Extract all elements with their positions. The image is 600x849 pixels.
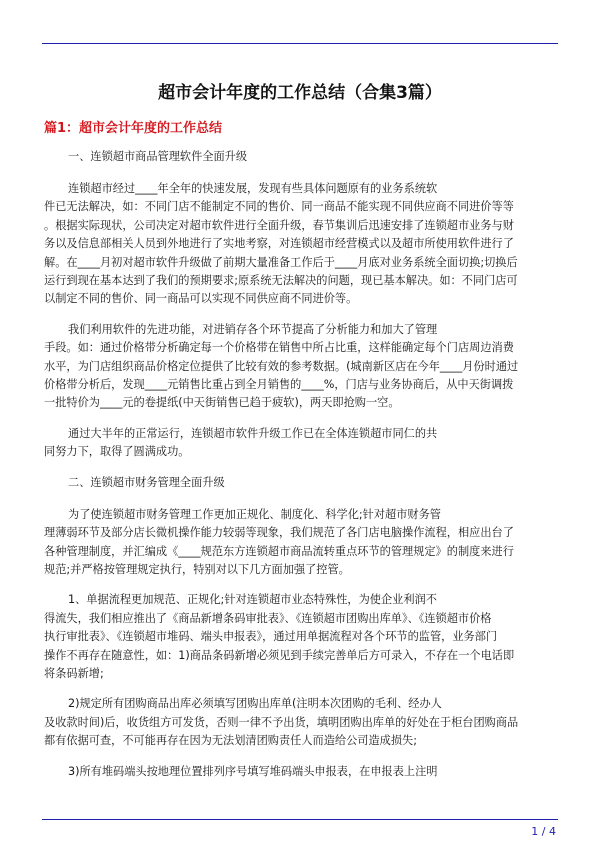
text-line: 都有依据可查，不可能再存在因为无法划清团购责任人而造给公司造成损失; [44, 734, 417, 748]
subheading-2: 二、连锁超市财务管理全面升级 [68, 475, 225, 489]
text-line: 规范;并严格按管理规定执行，特别对以下几方面加强了控管。 [44, 562, 350, 576]
paragraph-4 [44, 506, 558, 580]
paragraph-3 [44, 425, 558, 462]
text-line: 及收款时间)后，收货组方可发货，否则一律不予出货，填明团购出库单的好处在于柜台团购商品 [44, 715, 519, 729]
text-line: 我们利用软件的先进功能，对进销存各个环节提高了分析能力和加大了管理 [68, 322, 438, 336]
text-line: 连锁超市经过____年全年的快速发展，发现有些具体问题原有的业务系统软 [68, 182, 438, 195]
text-line: 价格带分析后，发现____元销售比重占到全月销售的____%，门店与业务协商后，从中天街调拨 [44, 378, 514, 392]
text-line: 得流失，我们相应推出了《商品新增条码审批表》、《连锁超市团购出库单》、《连锁超市价格 [44, 611, 492, 625]
header-rule [42, 43, 558, 44]
text-line: 件已无法解决，如：不同门店不能制定不同的售价、同一商品不能实现不同供应商不同进价等等 [44, 200, 514, 214]
text-line: 解。在____月初对超市软件升级做了前期大量准备工作后于____月底对业务系统全面切换;切换后 [44, 255, 518, 269]
text-line: 理薄弱环节及部分店长微机操作能力较弱等现象，我们规范了各门店电脑操作流程，相应出台了 [44, 526, 514, 540]
paragraph-1 [44, 180, 558, 309]
text-line: 2)规定所有团购商品出库必须填写团购出库单(注明本次团购的毛利、经办人 [68, 697, 442, 711]
text-line: 各种管理制度，并汇编成《____规范东方连锁超市商品流转重点环节的管理规定》的制度来进行 [44, 544, 514, 558]
text-line: 以制定不同的售价、同一商品可以实现不同供应商不同进价等。 [44, 292, 358, 306]
text-line: 执行审批表》、《连锁超市堆码、端头申报表》，通过用单据流程对各个环节的监管，业务部门 [44, 630, 498, 644]
text-line: 1、单据流程更加规范、正规化;针对连锁超市业态特殊性，为使企业利润不 [68, 593, 437, 607]
paragraph-7 [44, 763, 558, 781]
paragraph-6 [44, 695, 558, 750]
section-title: 篇1：超市会计年度的工作总结 [44, 121, 223, 136]
text-line: 操作不再存在随意性，如：1)商品条码新增必须见到手续完善单后方可录入，不存在一个电话即 [44, 648, 515, 662]
text-line: 将条码新增; [44, 666, 104, 680]
footer-rule [42, 819, 558, 820]
text-line: 为了使连锁超市财务管理工作更加正规化、制度化、科学化;针对超市财务管 [68, 507, 441, 521]
text-line: 通过大半年的正常运行，连锁超市软件升级工作已在全体连锁超市同仁的共 [68, 426, 438, 440]
text-line: 。根据实际现状，公司决定对超市软件进行全面升级，春节集训后迅速安排了连锁超市业务与财 [44, 218, 514, 232]
text-line: 水平，为门店组织商品价格定位提供了比较有效的参考数据。(城南新区店在今年____月份时通过 [44, 359, 519, 373]
text-line: 一批特价为____元的卷提纸(中天街销售已趋于疲软)，两天即抢购一空。 [44, 396, 400, 410]
text-line: 务以及信息部相关人员到外地进行了实地考察，对连锁超市经营模式以及超市所使用软件进行了 [44, 237, 514, 251]
text-line: 同努力下，取得了圆满成功。 [44, 445, 190, 459]
text-line: 3)所有堆码端头按地理位置排列序号填写堆码端头申报表，在申报表上注明 [68, 764, 438, 778]
text-line: 运行到现在基本达到了我们的预期要求;原系统无法解决的问题，现已基本解决。如：不同门店可 [44, 274, 518, 288]
text-line: 手段。如：通过价格带分析确定每一个价格带在销售中所占比重，这样能确定每个门店周边消费 [44, 341, 514, 355]
document-title: 超市会计年度的工作总结（合集3篇） [158, 83, 442, 103]
document-body [44, 148, 558, 793]
paragraph-2 [44, 321, 558, 413]
paragraph-5 [44, 591, 558, 683]
subheading-1: 一、连锁超市商品管理软件全面升级 [68, 150, 248, 163]
page-number: 1 / 4 [531, 825, 556, 838]
